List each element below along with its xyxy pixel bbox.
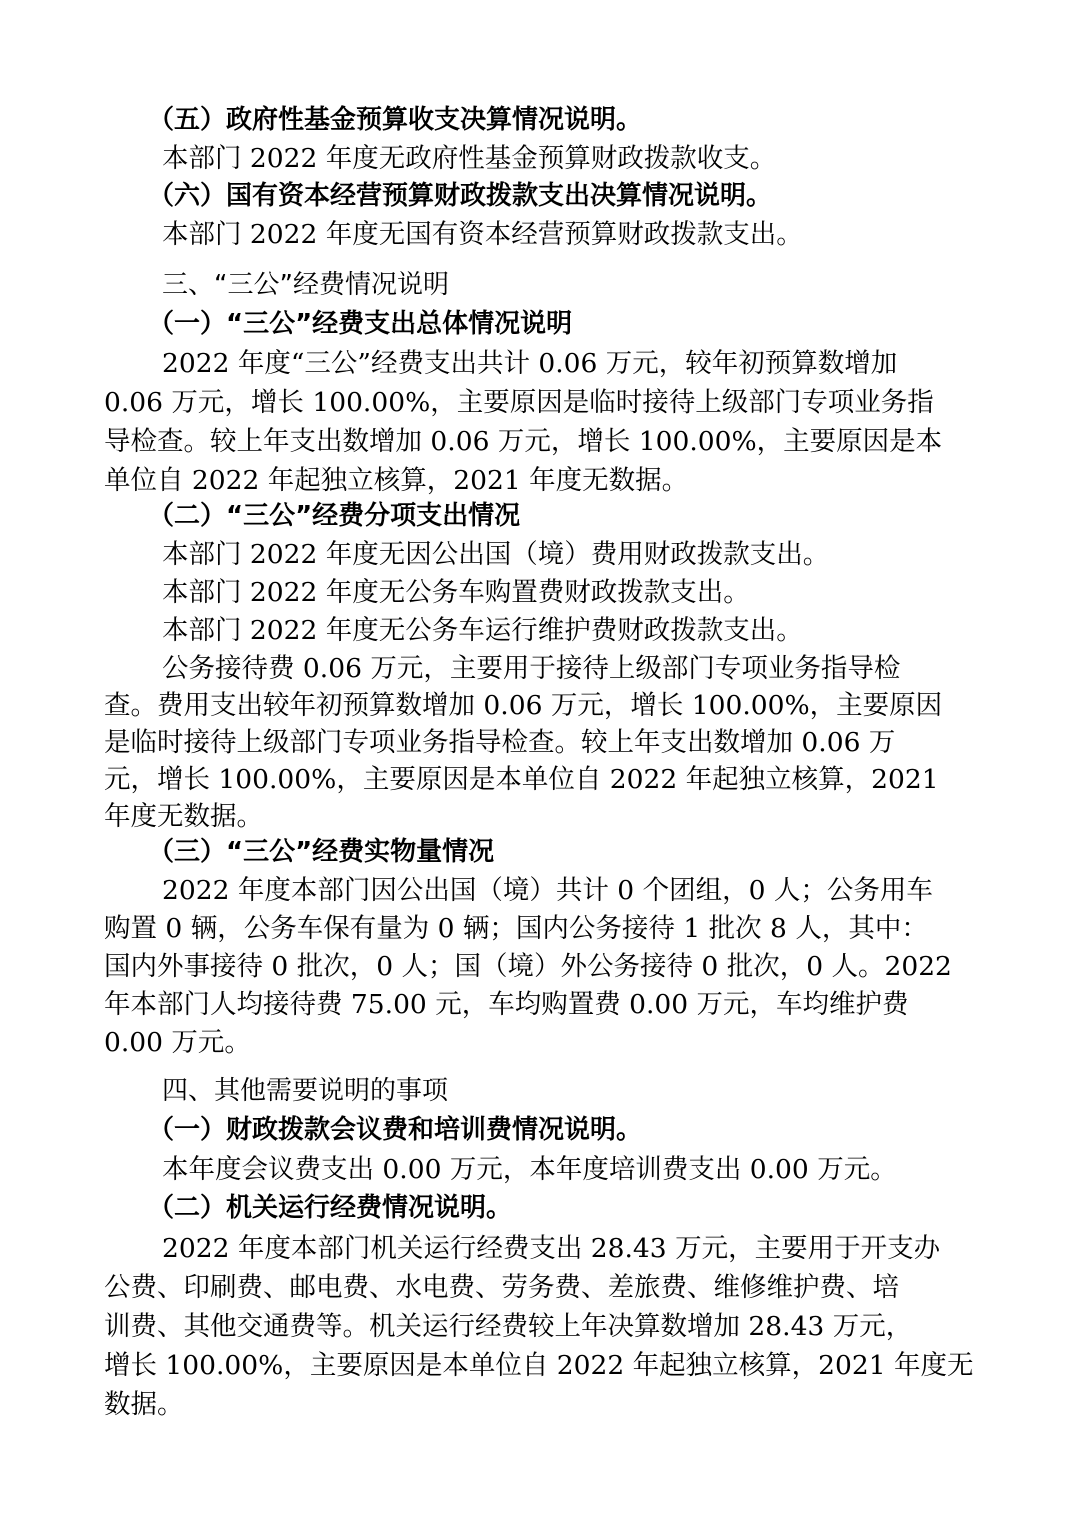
- paragraph-line: 国内外事接待 0 批次，0 人；国（境）外公务接待 0 批次，0 人。2022: [104, 951, 952, 982]
- paragraph-line: 查。费用支出较年初预算数增加 0.06 万元，增长 100.00%，主要原因: [104, 690, 943, 721]
- paragraph-line: 本部门 2022 年度无因公出国（境）费用财政拨款支出。: [162, 539, 830, 570]
- paragraph-line: 增长 100.00%，主要原因是本单位自 2022 年起独立核算，2021 年度无: [104, 1350, 974, 1381]
- paragraph-line: 是临时接待上级部门专项业务指导检查。较上年支出数增加 0.06 万: [104, 727, 896, 758]
- paragraph-line: 0.00 万元。: [104, 1027, 251, 1058]
- paragraph-line: 年本部门人均接待费 75.00 元，车均购置费 0.00 万元，车均维护费: [104, 989, 909, 1020]
- subheading-meeting-training: （一）财政拨款会议费和培训费情况说明。: [148, 1115, 643, 1145]
- paragraph-line: 本部门 2022 年度无公务车运行维护费财政拨款支出。: [162, 615, 803, 646]
- paragraph-line: 本年度会议费支出 0.00 万元，本年度培训费支出 0.00 万元。: [162, 1154, 897, 1185]
- paragraph-line: 2022 年度本部门机关运行经费支出 28.43 万元，主要用于开支办: [162, 1233, 941, 1264]
- paragraph-line: 2022 年度“三公”经费支出共计 0.06 万元，较年初预算数增加: [162, 348, 898, 379]
- section-heading-other-matters: 四、其他需要说明的事项: [162, 1076, 449, 1106]
- paragraph-line: 年度无数据。: [104, 801, 263, 832]
- paragraph-line: 购置 0 辆，公务车保有量为 0 辆；国内公务接待 1 批次 8 人，其中：: [104, 913, 928, 944]
- paragraph-line: 0.06 万元，增长 100.00%，主要原因是临时接待上级部门专项业务指: [104, 387, 934, 418]
- subheading-overall: （一）“三公”经费支出总体情况说明: [148, 309, 573, 339]
- paragraph-line: 本部门 2022 年度无政府性基金预算财政拨款收支。: [162, 143, 777, 174]
- section-heading-three-public: 三、“三公”经费情况说明: [162, 270, 449, 300]
- paragraph-line: 数据。: [104, 1389, 184, 1420]
- paragraph-line: 公费、印刷费、邮电费、水电费、劳务费、差旅费、维修维护费、培: [104, 1272, 899, 1303]
- paragraph-line: 元，增长 100.00%，主要原因是本单位自 2022 年起独立核算，2021: [104, 764, 939, 795]
- paragraph-line: 导检查。较上年支出数增加 0.06 万元，增长 100.00%，主要原因是本: [104, 426, 943, 457]
- subheading-operating-expenses: （二）机关运行经费情况说明。: [148, 1193, 513, 1223]
- subheading-physical-quantity: （三）“三公”经费实物量情况: [148, 837, 495, 867]
- heading-government-fund: （五）政府性基金预算收支决算情况说明。: [148, 105, 643, 135]
- paragraph-line: 单位自 2022 年起独立核算，2021 年度无数据。: [104, 465, 689, 496]
- heading-state-capital: （六）国有资本经营预算财政拨款支出决算情况说明。: [148, 181, 773, 211]
- paragraph-line: 本部门 2022 年度无国有资本经营预算财政拨款支出。: [162, 219, 803, 250]
- paragraph-line: 公务接待费 0.06 万元，主要用于接待上级部门专项业务指导检: [162, 653, 901, 684]
- paragraph-line: 本部门 2022 年度无公务车购置费财政拨款支出。: [162, 577, 750, 608]
- paragraph-line: 2022 年度本部门因公出国（境）共计 0 个团组，0 人；公务用车: [162, 875, 933, 906]
- subheading-itemized: （二）“三公”经费分项支出情况: [148, 501, 521, 531]
- paragraph-line: 训费、其他交通费等。机关运行经费较上年决算数增加 28.43 万元，: [104, 1311, 913, 1342]
